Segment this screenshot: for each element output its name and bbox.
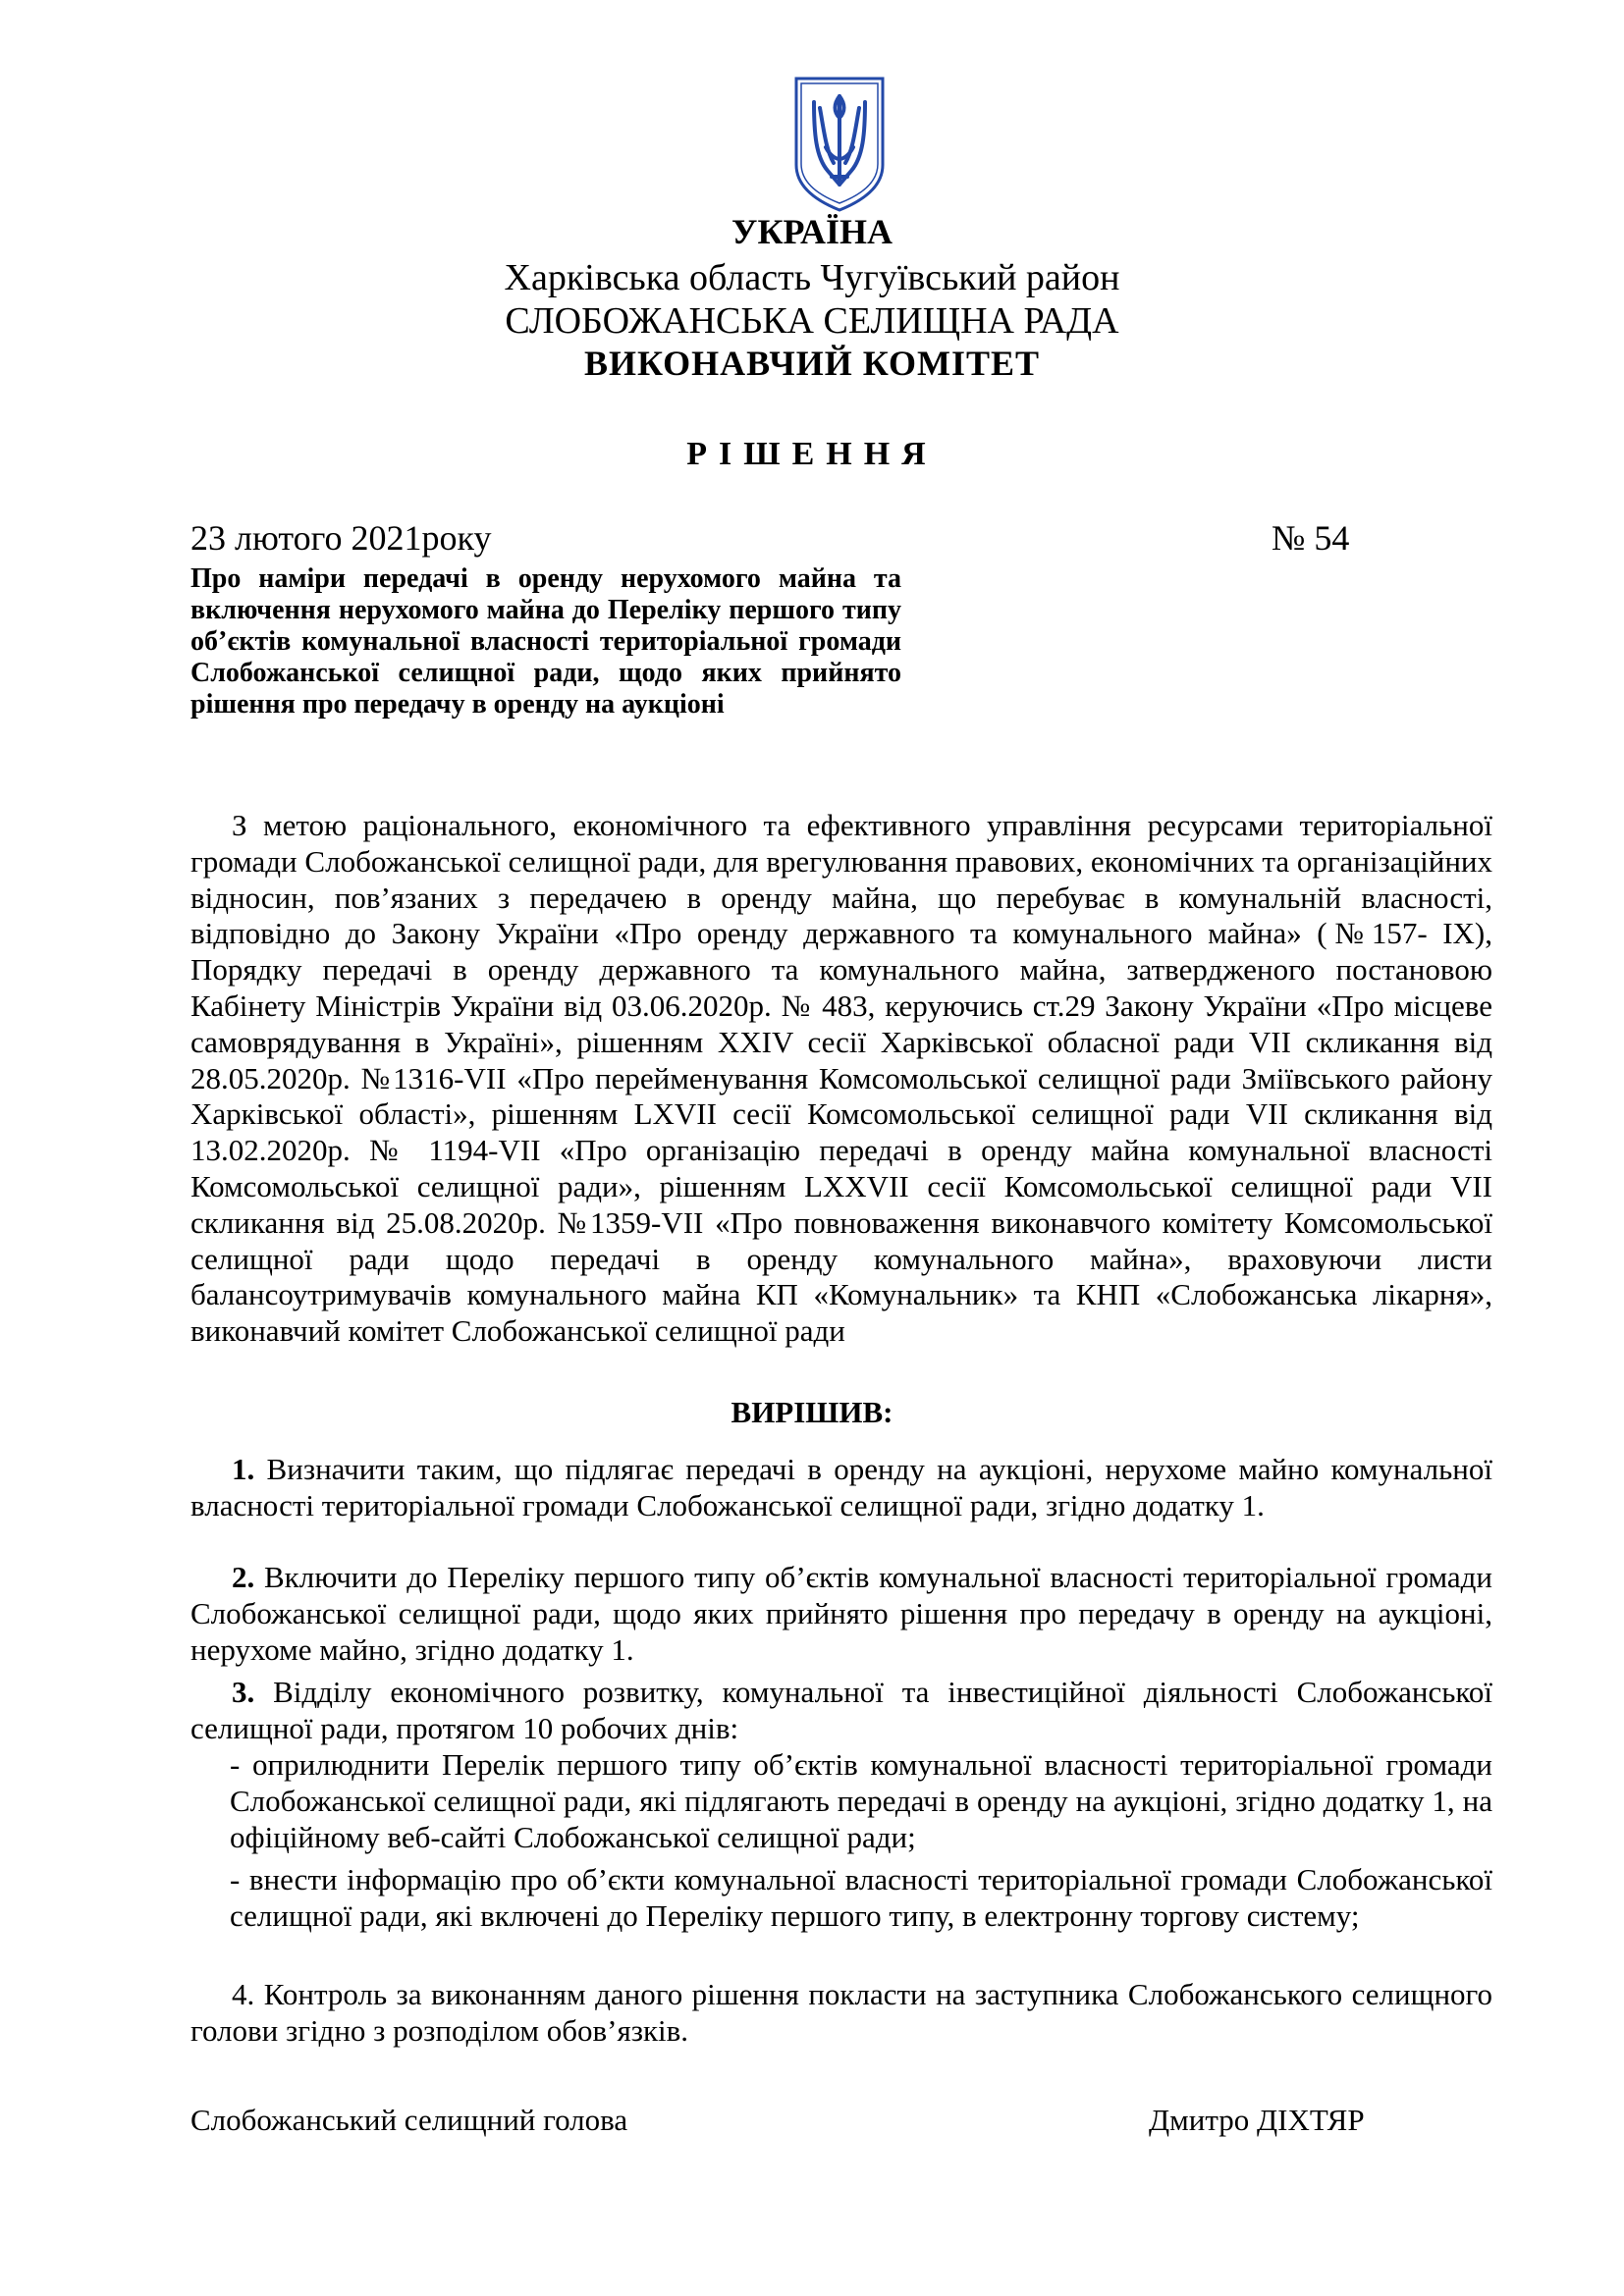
item-number: 1.: [232, 1452, 255, 1486]
resolve-heading: ВИРІШИВ:: [731, 1395, 893, 1429]
item-text: 4. Контроль за виконанням даного рішення покласти на заступника Слобожанського селищного голови згідно з розподілом обов’язків.: [190, 1977, 1492, 2048]
decision-subject: Про наміри передачі в оренду нерухомого майна та включення нерухомого майна до Переліку першого типу об’єктів комунальної власності територіальної громади Слобожанської селищної ради, щодо яких прийнято рішення про передачу в оренду на аукціоні: [190, 563, 901, 720]
resolution-item: [190, 1452, 1492, 1524]
country-name: УКРАЇНА: [731, 212, 893, 251]
decision-number: № 54: [1272, 518, 1350, 558]
committee-name: ВИКОНАВЧИЙ КОМІТЕТ: [583, 344, 1041, 383]
region-line: Харківська область Чугуївський район: [504, 257, 1120, 298]
decision-date: 23 лютого 2021року: [190, 518, 492, 558]
item-number: 3.: [232, 1675, 255, 1709]
signatory-name: Дмитро ДІХТЯР: [1149, 2103, 1365, 2137]
item-text: Відділу економічного розвитку, комунальної та інвестиційної діяльності Слобожанської селищної ради, протягом 10 робочих днів:: [190, 1675, 1492, 1745]
resolution-item: [190, 1560, 1492, 1668]
item-text: Включити до Переліку першого типу об’єктів комунальної власності територіальної громади Слобожанської селищної ради, щодо яких прийнято рішення про передачу в оренду на аукціоні, нерухоме майно, згідно додатку 1.: [190, 1560, 1492, 1667]
resolution-item: [190, 1977, 1492, 2050]
council-name: СЛОБОЖАНСЬКА СЕЛИЩНА РАДА: [505, 300, 1119, 342]
resolution-subitem: - внести інформацію про об’єкти комунальної власності територіальної громади Слобожанської селищної ради, які включені до Переліку першого типу, в електронну торгову систему;: [230, 1862, 1492, 1933]
trident-coat-of-arms-icon: [790, 75, 889, 212]
document-title: РІШЕННЯ: [686, 436, 938, 472]
item-number: 2.: [232, 1560, 255, 1594]
preamble-paragraph: З метою раціонального, економічного та ефективного управління ресурсами територіальної громади Слобожанської селищної ради, для врегулювання правових, економічних та організаційних відносин, пов’язаних з передачею в оренду майна, що перебуває в комунальній власності, відповідно до Закону України «Про оренду державного та комунального майна» (№157- ІХ), Порядку передачі в оренду державного та комунального майна, затвердженого постановою Кабінету Міністрів України від 03.06.2020р. № 483, керуючись ст.29 Закону України «Про місцеве самоврядування в Україні», рішенням XXIV сесії Харківської обласної ради VІІ скликання від 28.05.2020р. №1316-VІІ «Про перейменування Комсомольської селищної ради Зміївського району Харківської області», рішенням LXVII сесії Комсомольської селищної ради VII скликання від 13.02.2020р. № 1194-VII «Про організацію передачі в оренду майна комунальної власності Комсомольської селищної ради», рішенням LXXVII сесії Комсомольської селищної ради VII скликання від 25.08.2020р. №1359-VII «Про повноваження виконавчого комітету Комсомольської селищної ради щодо передачі в оренду комунального майна», враховуючи листи балансоутримувачів комунального майна КП «Комунальник» та КНП «Слобожанська лікарня», виконавчий комітет Слобожанської селищної ради: [190, 808, 1492, 1349]
resolution-item: [190, 1675, 1492, 1747]
resolution-subitem: - оприлюднити Перелік першого типу об’єктів комунальної власності територіальної громади Слобожанської селищної ради, які підлягають передачі в оренду на аукціоні, згідно додатку 1, на офіційному веб-сайті Слобожанської селищної ради;: [230, 1747, 1492, 1854]
signatory-title: Слобожанський селищний голова: [190, 2103, 628, 2137]
item-text: Визначити таким, що підлягає передачі в оренду на аукціоні, нерухоме майно комунальної власності територіальної громади Слобожанської селищної ради, згідно додатку 1.: [190, 1452, 1492, 1522]
